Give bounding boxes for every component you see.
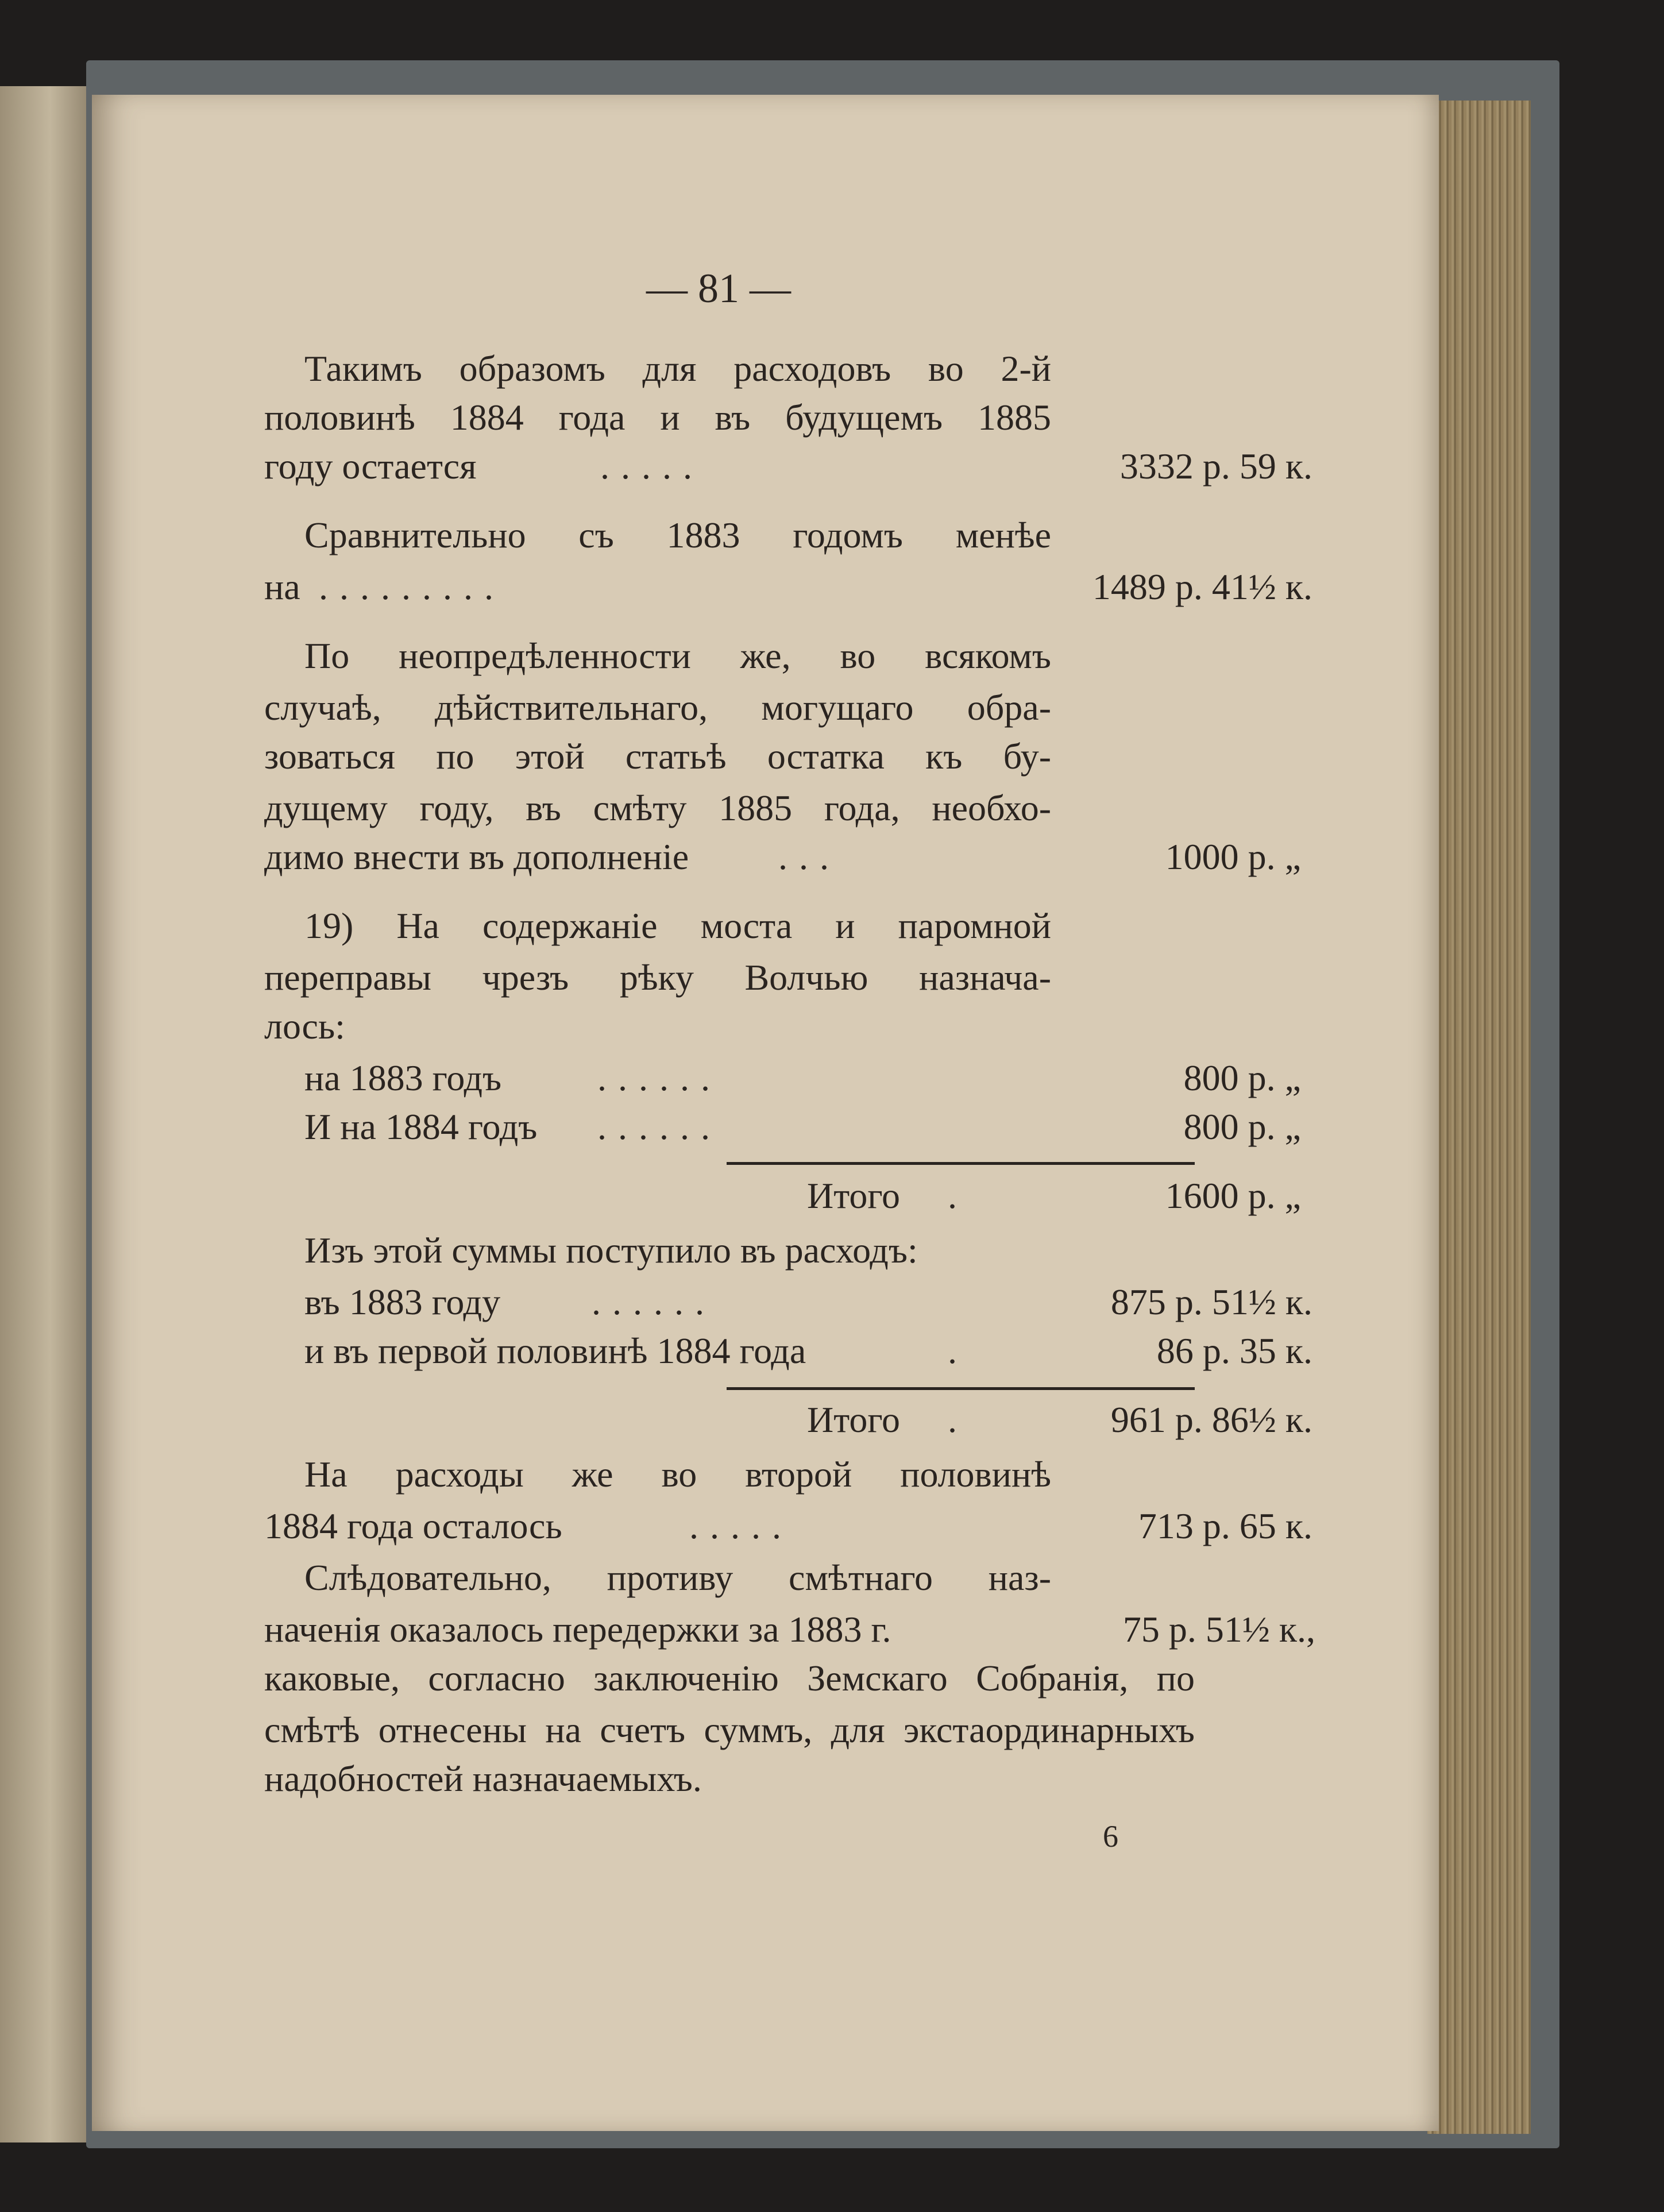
amount-value: 800 р. „ (1183, 1106, 1301, 1147)
text-line: 1884 года осталось (264, 1505, 562, 1546)
leader-dots: . . . . . . (597, 1057, 711, 1098)
page-number: — 81 — (646, 265, 791, 311)
signature-mark: 6 (1103, 1819, 1118, 1854)
leader-dots: . . . . . (600, 446, 693, 487)
leader-dots: . . . . . . (592, 1281, 705, 1322)
total-label: Итого (807, 1175, 900, 1216)
leader-dots: . . . . . . (597, 1106, 711, 1147)
text-line: смѣтѣ отнесены на счетъ суммъ, для экстаординарныхъ (264, 1709, 1195, 1750)
row-label: И на 1884 годъ (304, 1106, 538, 1147)
text-line: 19) На содержаніе моста и паромной (304, 905, 1051, 946)
text-line: Такимъ образомъ для расходовъ во 2-й (304, 348, 1051, 389)
text-line: дущему году, въ смѣту 1885 года, необхо- (264, 787, 1051, 828)
total-value: 1600 р. „ (1165, 1175, 1301, 1216)
text-line: половинѣ 1884 года и въ будущемъ 1885 (264, 397, 1051, 438)
row-label: въ 1883 году (304, 1281, 501, 1322)
text-line: димо внести въ дополненіе (264, 836, 689, 877)
row-label: на 1883 годъ (304, 1057, 502, 1098)
total-value: 961 р. 86½ к. (1110, 1399, 1312, 1440)
amount-value: 875 р. 51½ к. (1110, 1281, 1312, 1322)
text-line: году остается (264, 446, 477, 487)
text-line: надобностей назначаемыхъ. (264, 1758, 702, 1799)
leader-dots: . (948, 1399, 958, 1440)
left-page-edge (0, 86, 101, 2142)
sum-rule (727, 1162, 1195, 1165)
text-line: наченія оказалось передержки за 1883 г. (264, 1609, 891, 1650)
leader-dots: . (948, 1330, 958, 1371)
text-line: На расходы же во второй половинѣ (304, 1454, 1051, 1495)
leader-dots: . (948, 1175, 958, 1216)
text-line: лось: (264, 1006, 345, 1047)
text-line: Слѣдовательно, противу смѣтнаго наз- (304, 1557, 1051, 1598)
amount-value: 75 р. 51½ к., (1122, 1609, 1315, 1650)
text-line: зоваться по этой статьѣ остатка къ бу- (264, 736, 1051, 777)
text-line: случаѣ, дѣйствительнаго, могущаго обра- (264, 687, 1051, 728)
text-line: Изъ этой суммы поступило въ расходъ: (304, 1230, 918, 1271)
amount-value: 800 р. „ (1183, 1057, 1301, 1098)
book-page (92, 95, 1439, 2131)
amount-value: 713 р. 65 к. (1138, 1505, 1312, 1546)
text-line: на (264, 566, 300, 607)
amount-value: 1489 р. 41½ к. (1092, 566, 1312, 607)
leader-dots: . . . . . (689, 1505, 782, 1546)
text-line: каковые, согласно заключенію Земскаго Собранія, по (264, 1658, 1195, 1698)
sum-rule (727, 1387, 1195, 1390)
total-label: Итого (807, 1399, 900, 1440)
leader-dots: . . . . . . . . . (319, 566, 495, 607)
amount-value: 3332 р. 59 к. (1119, 446, 1312, 487)
amount-value: 1000 р. „ (1165, 836, 1301, 877)
text-line: Сравнительно съ 1883 годомъ менѣе (304, 515, 1051, 555)
page-block-edge (1427, 101, 1531, 2134)
text-line: По неопредѣленности же, во всякомъ (304, 635, 1051, 676)
text-line: переправы чрезъ рѣку Волчью назнача- (264, 957, 1051, 998)
leader-dots: . . . (778, 836, 830, 877)
amount-value: 86 р. 35 к. (1156, 1330, 1312, 1371)
row-label: и въ первой половинѣ 1884 года (304, 1330, 806, 1371)
